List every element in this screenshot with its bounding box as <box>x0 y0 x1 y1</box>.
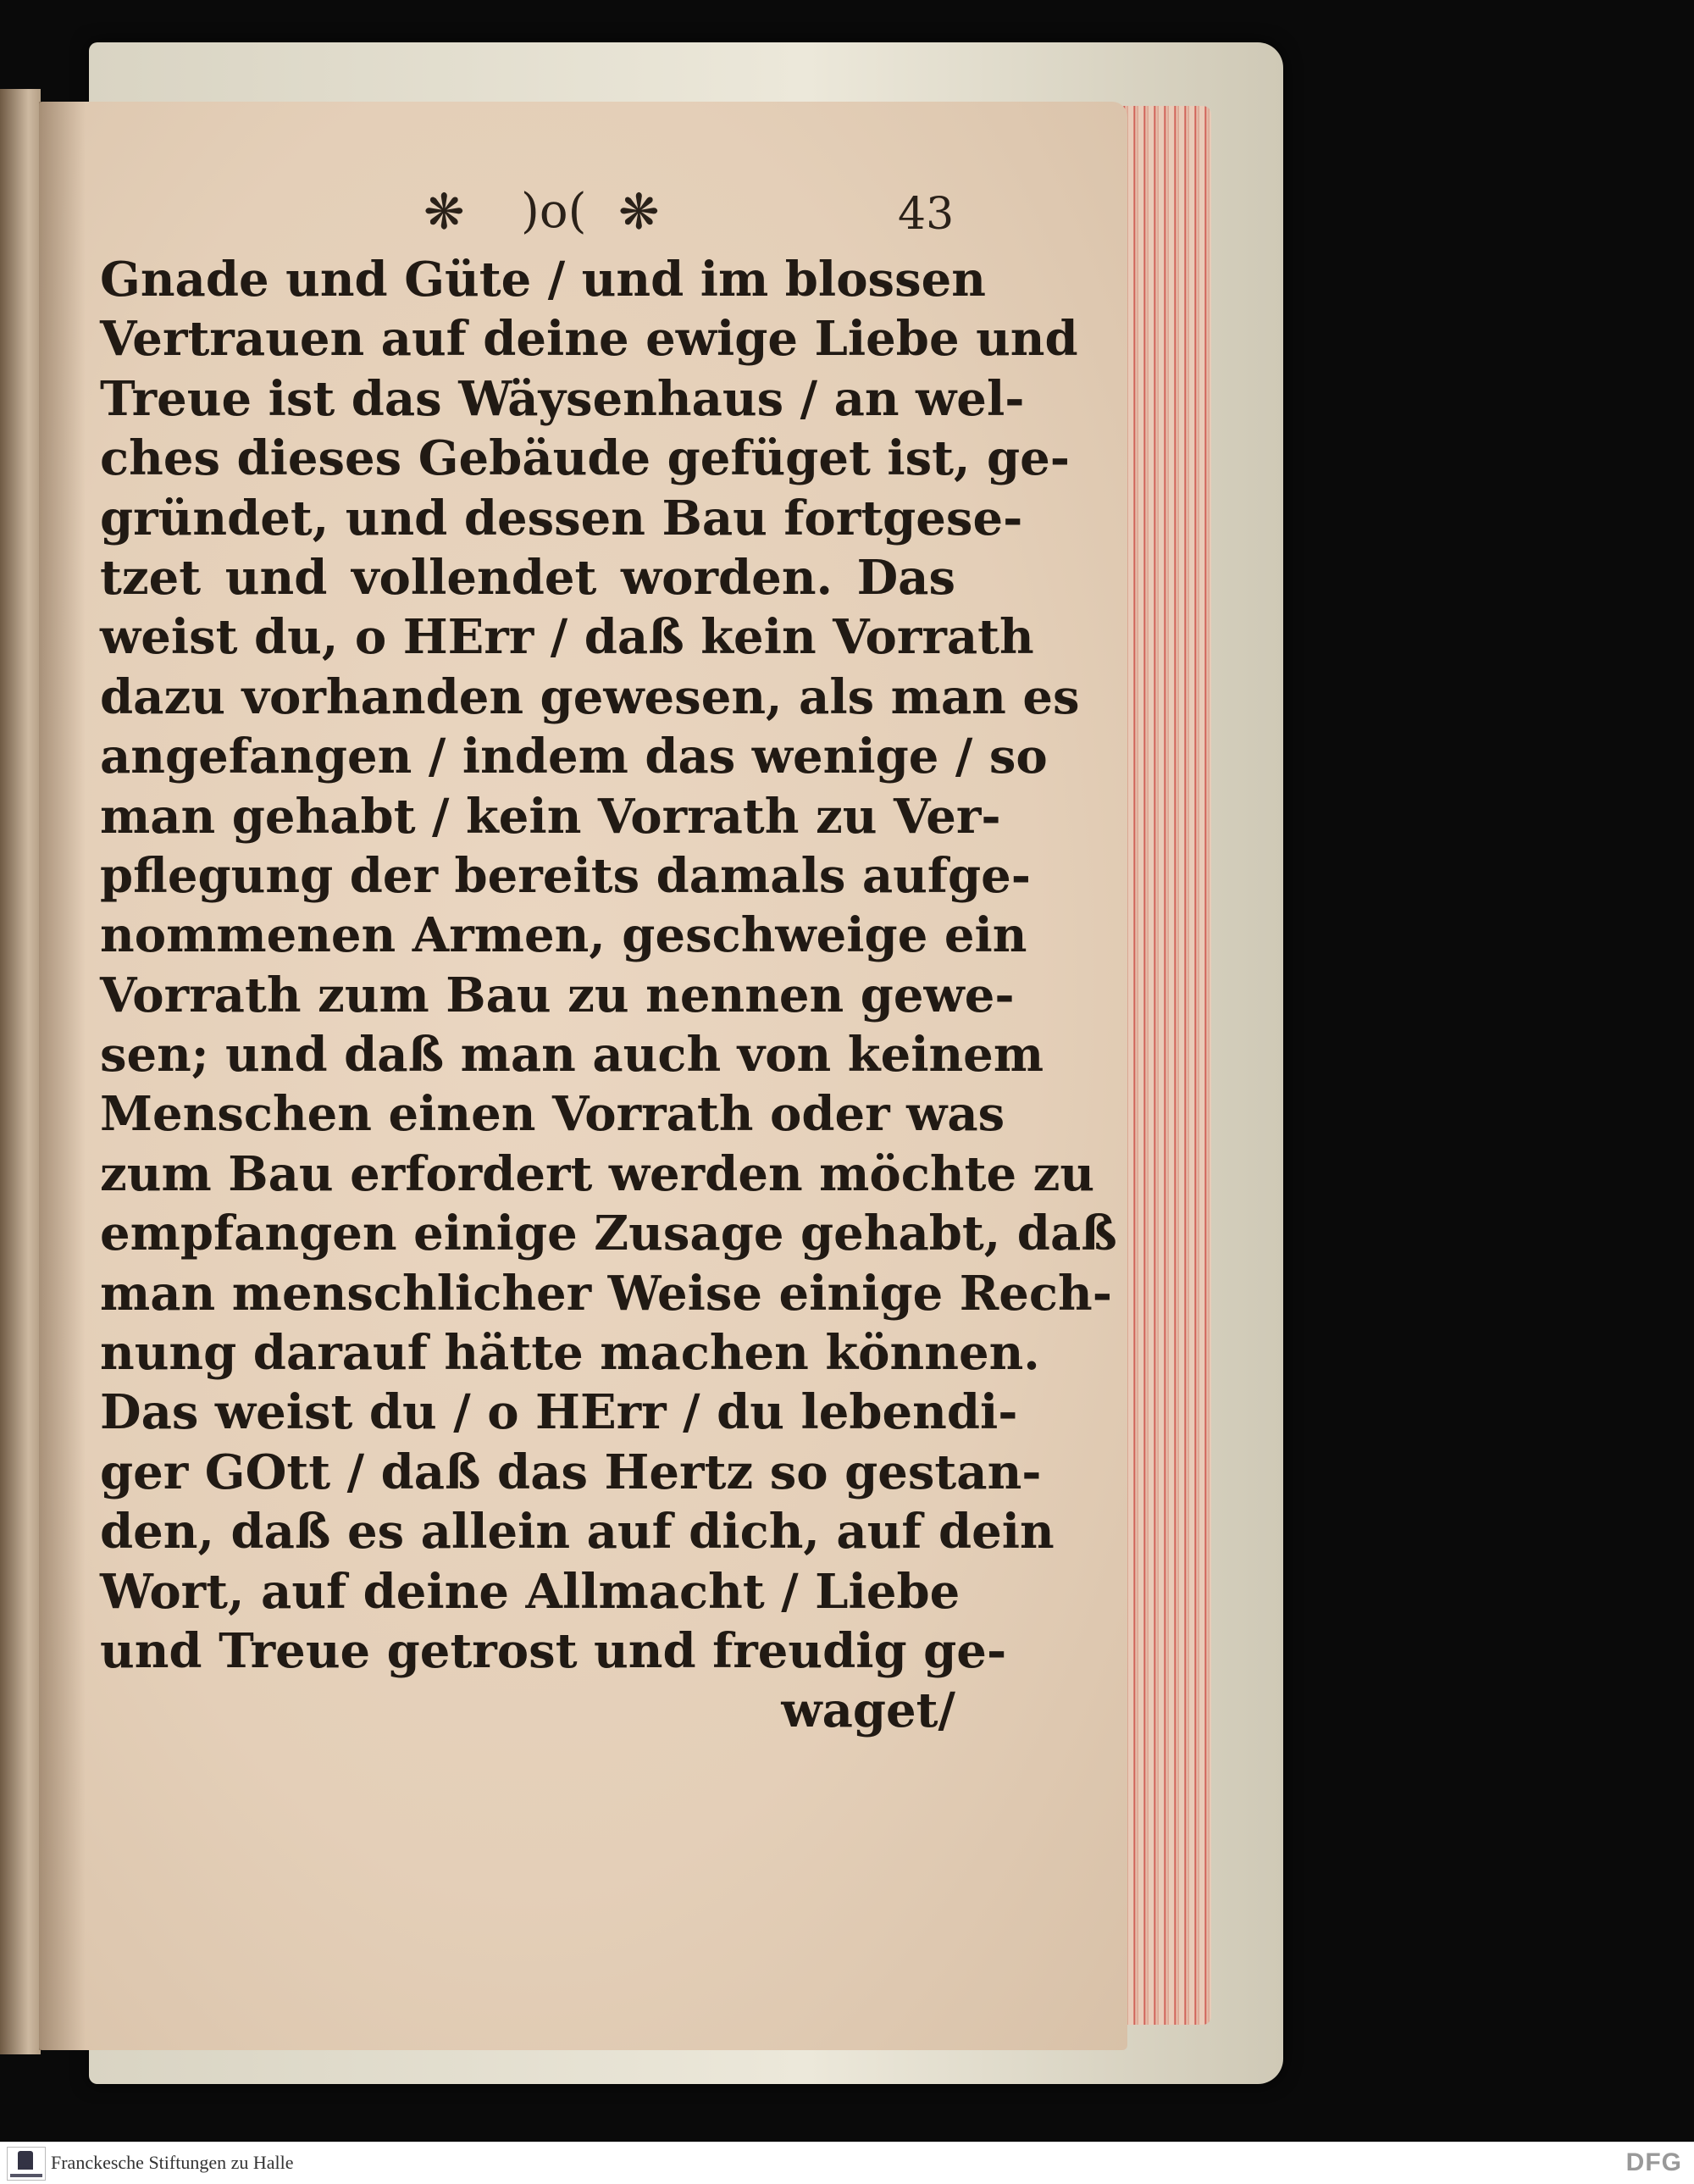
text-line: sen; und daß man auch von keinem <box>100 1027 1044 1084</box>
institution-logo-icon[interactable] <box>7 2147 46 2181</box>
viewer-footer <box>0 2142 1694 2184</box>
text-line: dazu vorhanden gewesen, als man es <box>100 668 1080 725</box>
facing-page-edge <box>0 89 41 2054</box>
text-line: zum Bau erfordert werden möchte zu <box>100 1145 1095 1202</box>
building-icon <box>18 2151 33 2170</box>
text-line: Wort, auf deine Allmacht / Liebe <box>100 1563 960 1620</box>
text-line: man menschlicher Weise einige Rech- <box>100 1265 1112 1322</box>
ornament-left-icon: ❋ <box>424 183 465 241</box>
text-line: Treue ist das Wäysenhaus / an wel- <box>100 370 1025 427</box>
page-edges <box>1118 106 1211 2025</box>
text-line: den, daß es allein auf dich, auf dein <box>100 1504 1055 1560</box>
text-line: Vertrauen auf deine ewige Liebe und <box>100 311 1078 368</box>
institution-name[interactable]: Franckesche Stiftungen zu Halle <box>51 2152 294 2173</box>
text-line: angefangen / indem das wenige / so <box>100 729 1048 785</box>
logo-underline <box>10 2174 42 2177</box>
ornament-right-icon: ❋ <box>618 183 660 241</box>
text-line: Vorrath zum Bau zu nennen gewe- <box>100 967 1015 1023</box>
text-line: tzet und vollendet worden. Das <box>100 549 955 606</box>
text-line: man gehabt / kein Vorrath zu Ver- <box>100 788 1001 845</box>
text-line: nung darauf hätte machen können. <box>100 1325 1040 1382</box>
text-line: Menschen einen Vorrath oder was <box>100 1086 1005 1143</box>
running-header <box>424 182 966 241</box>
text-line: weist du, o HErr / daß kein Vorrath <box>100 609 1034 666</box>
text-line: Gnade und Güte / und im blossen <box>100 252 986 308</box>
text-line: ger GOtt / daß das Hertz so gestan- <box>100 1444 1042 1500</box>
text-line: nommenen Armen, geschweige ein <box>100 907 1027 964</box>
text-line: pflegung der bereits damals aufge- <box>100 847 1031 904</box>
text-line: ches dieses Gebäude gefüget ist, ge- <box>100 430 1071 487</box>
dfg-logo[interactable]: DFG <box>1625 2148 1682 2176</box>
text-line: Das weist du / o HErr / du lebendi- <box>100 1384 1018 1441</box>
ornament-mid-icon: )o( <box>521 184 587 239</box>
text-line: empfangen einige Zusage gehabt, daß <box>100 1206 1117 1262</box>
catchword: waget/ <box>781 1682 955 1739</box>
page-number: 43 <box>898 189 955 240</box>
body-text <box>100 250 1117 1741</box>
text-line: gründet, und dessen Bau fortgese- <box>100 490 1023 546</box>
text-line: und Treue getrost und freudig ge- <box>100 1622 1007 1679</box>
gutter-shadow <box>39 102 86 2050</box>
